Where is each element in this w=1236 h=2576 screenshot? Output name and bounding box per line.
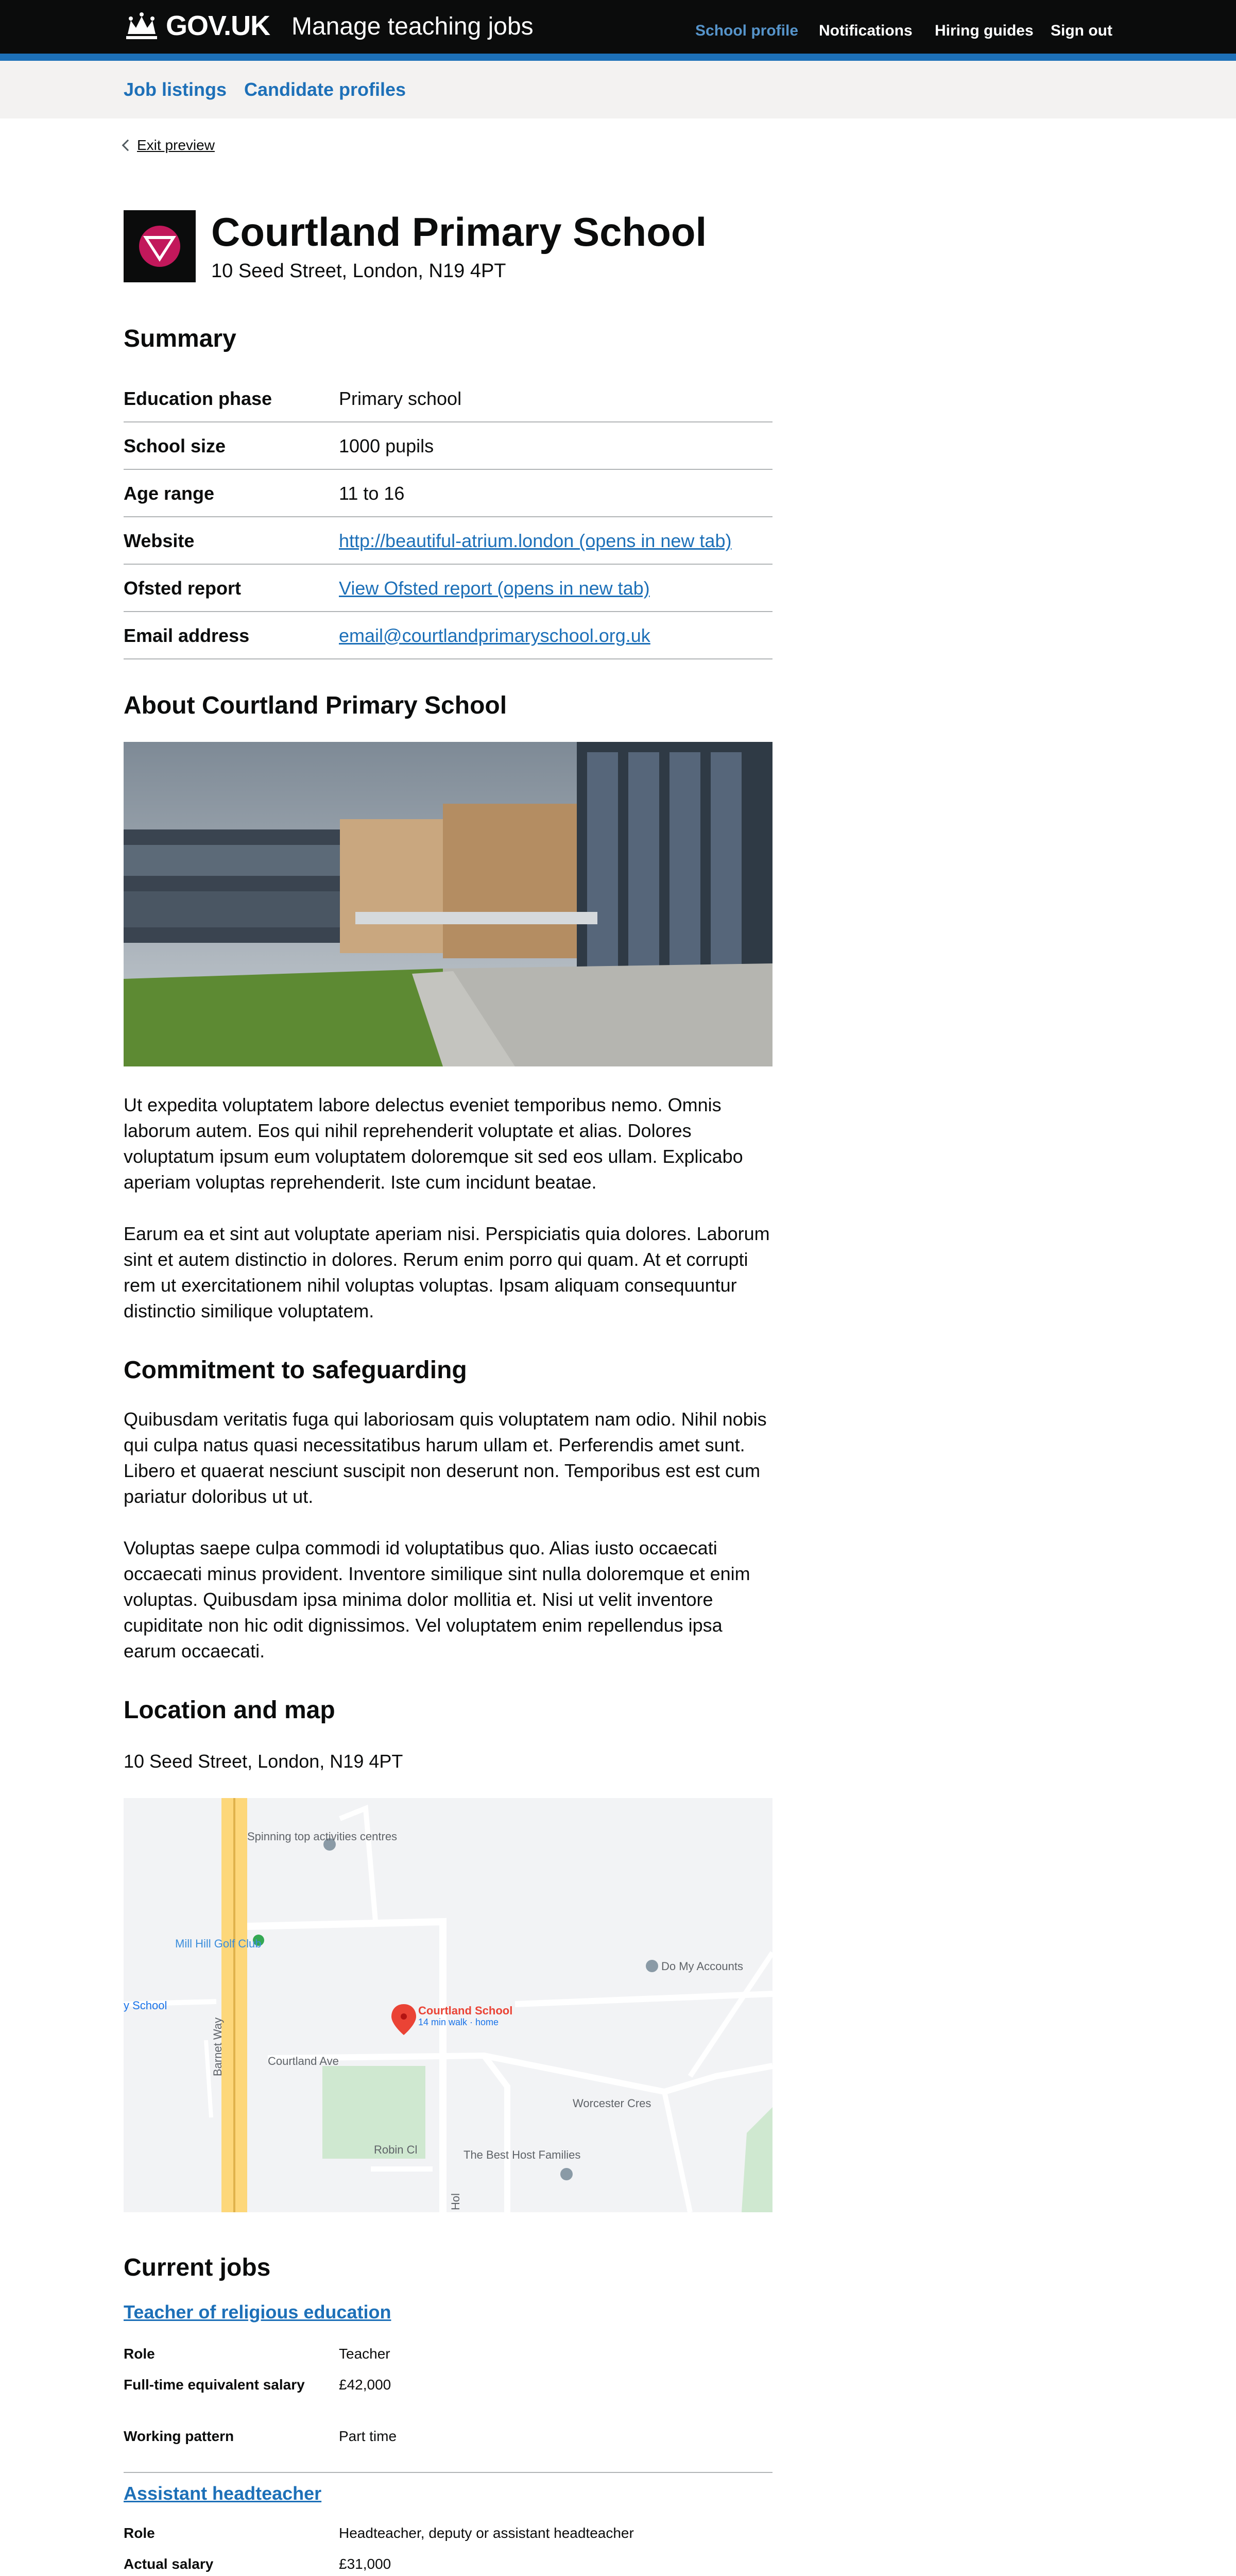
job-value: Teacher xyxy=(339,2346,390,2362)
subnav-job-listings[interactable]: Job listings xyxy=(124,79,227,100)
summary-row xyxy=(124,375,772,422)
location-address: 10 Seed Street, London, N19 4PT xyxy=(124,1751,403,1772)
exit-preview-label: Exit preview xyxy=(137,137,215,153)
nav-school-profile[interactable]: School profile xyxy=(695,22,799,39)
summary-row xyxy=(124,612,772,659)
school-logo xyxy=(124,210,196,282)
summary-row xyxy=(124,565,772,612)
school-photo xyxy=(124,742,772,1066)
job-link[interactable]: Assistant headteacher xyxy=(124,2483,322,2504)
job-value: £42,000 xyxy=(339,2377,391,2393)
ofsted-report-link[interactable]: View Ofsted report (opens in new tab) xyxy=(339,578,650,599)
job-key: Actual salary xyxy=(124,2556,214,2572)
nav-notifications[interactable]: Notifications xyxy=(819,22,913,39)
email-link[interactable]: email@courtlandprimaryschool.org.uk xyxy=(339,625,650,646)
job-link[interactable]: Teacher of religious education xyxy=(124,2301,391,2323)
job-key: Role xyxy=(124,2525,155,2541)
job-value: Part time xyxy=(339,2428,397,2444)
job-value: £31,000 xyxy=(339,2556,391,2572)
job-key: Working pattern xyxy=(124,2428,234,2444)
service-name-link[interactable]: Manage teaching jobs xyxy=(291,13,534,40)
job-divider xyxy=(124,2472,772,2473)
school-name-heading: Courtland Primary School xyxy=(211,209,707,255)
nav-hiring-guides[interactable]: Hiring guides xyxy=(935,22,1034,39)
about-paragraph: Earum ea et sint aut voluptate aperiam nisi. Perspiciatis quia dolores. Laborum sint et autem distinctio in dolores. Rerum enim porro qui quam. At et corrupti rem ut exercitationem nihil voluptas voluptas. Ipsam aliquam consequuntur distinctio similique voluptatem. xyxy=(124,1223,770,1321)
site-header xyxy=(0,0,1236,61)
map-label: Robin Cl xyxy=(374,2143,418,2156)
location-map[interactable] xyxy=(124,1798,772,2212)
summary-key: Age range xyxy=(124,483,215,504)
map-label: Spinning top activities centres xyxy=(247,1830,398,1843)
school-address: 10 Seed Street, London, N19 4PT xyxy=(211,260,506,282)
govuk-logo-link[interactable]: GOV.UK xyxy=(166,10,270,41)
map-label: The Best Host Families xyxy=(464,2148,581,2161)
summary-row xyxy=(124,470,772,517)
summary-key: Website xyxy=(124,530,195,551)
summary-row xyxy=(124,422,772,470)
summary-value: Primary school xyxy=(339,388,462,409)
safeguarding-paragraph: Quibusdam veritatis fuga qui laboriosam quis voluptatem nam odio. Nihil nobis qui culpa natus quasi necessitatibus harum ullam et. Perferendis amet sunt. Libero et quaerat nesciunt suscipit non deserunt non. Temporibus est est cum pariatur doloribus ut ut. xyxy=(124,1409,767,1507)
map-label: Courtland Ave xyxy=(268,2055,339,2067)
about-paragraph: Ut expedita voluptatem labore delectus eveniet temporibus nemo. Omnis laborum autem. Eos qui nihil reprehenderit voluptate et alias. Dolores voluptatum ipsum eum voluptatem doloremque sit sed eos ullam. Explicabo aperiam voluptas reprehenderit. Iste cum incidunt beatae. xyxy=(124,1094,743,1193)
current-jobs-heading: Current jobs xyxy=(124,2254,271,2281)
crown-icon xyxy=(124,10,160,41)
map-label: Worcester Cres xyxy=(573,2097,651,2110)
map-label: Barnet Way xyxy=(211,2017,224,2076)
location-heading: Location and map xyxy=(124,1697,335,1724)
safeguarding-heading: Commitment to safeguarding xyxy=(124,1357,467,1384)
chevron-left-icon xyxy=(122,140,134,151)
summary-key: School size xyxy=(124,435,226,456)
subnav-candidate-profiles[interactable]: Candidate profiles xyxy=(244,79,406,100)
header-blue-bar xyxy=(0,54,1236,61)
sub-navigation xyxy=(0,61,1236,118)
map-label: Courtland School xyxy=(418,2004,513,2017)
job-value: Headteacher, deputy or assistant headteacher xyxy=(339,2525,634,2541)
safeguarding-paragraph: Voluptas saepe culpa commodi id voluptatibus quo. Alias iusto occaecati occaecati minus provident. Inventore similique sint nulla doloremque et enim voluptas. Quibusdam ipsa minima dolor mollitia et. Nisi ut velit inventore cupiditate non hic odit dignissimos. Vel voluptatem enim repellendus ipsa earum occaecati. xyxy=(124,1537,750,1662)
map-label: Do My Accounts xyxy=(661,1960,743,1973)
about-heading: About Courtland Primary School xyxy=(124,692,507,719)
job-key: Role xyxy=(124,2346,155,2362)
exit-preview-link[interactable] xyxy=(124,135,215,156)
job-key: Full-time equivalent salary xyxy=(124,2377,305,2393)
summary-key: Education phase xyxy=(124,388,272,409)
map-label: 14 min walk · home xyxy=(418,2017,499,2027)
summary-key: Ofsted report xyxy=(124,578,242,599)
map-label: Hol xyxy=(449,2193,462,2210)
summary-value: 11 to 16 xyxy=(339,483,405,504)
nav-sign-out[interactable]: Sign out xyxy=(1051,22,1112,39)
map-label: y School xyxy=(124,1999,167,2012)
map-label: Mill Hill Golf Club xyxy=(175,1937,262,1950)
summary-heading: Summary xyxy=(124,325,236,352)
summary-value: 1000 pupils xyxy=(339,435,434,456)
summary-key: Email address xyxy=(124,625,250,646)
website-link[interactable]: http://beautiful-atrium.london (opens in new tab) xyxy=(339,530,732,551)
summary-row xyxy=(124,517,772,565)
